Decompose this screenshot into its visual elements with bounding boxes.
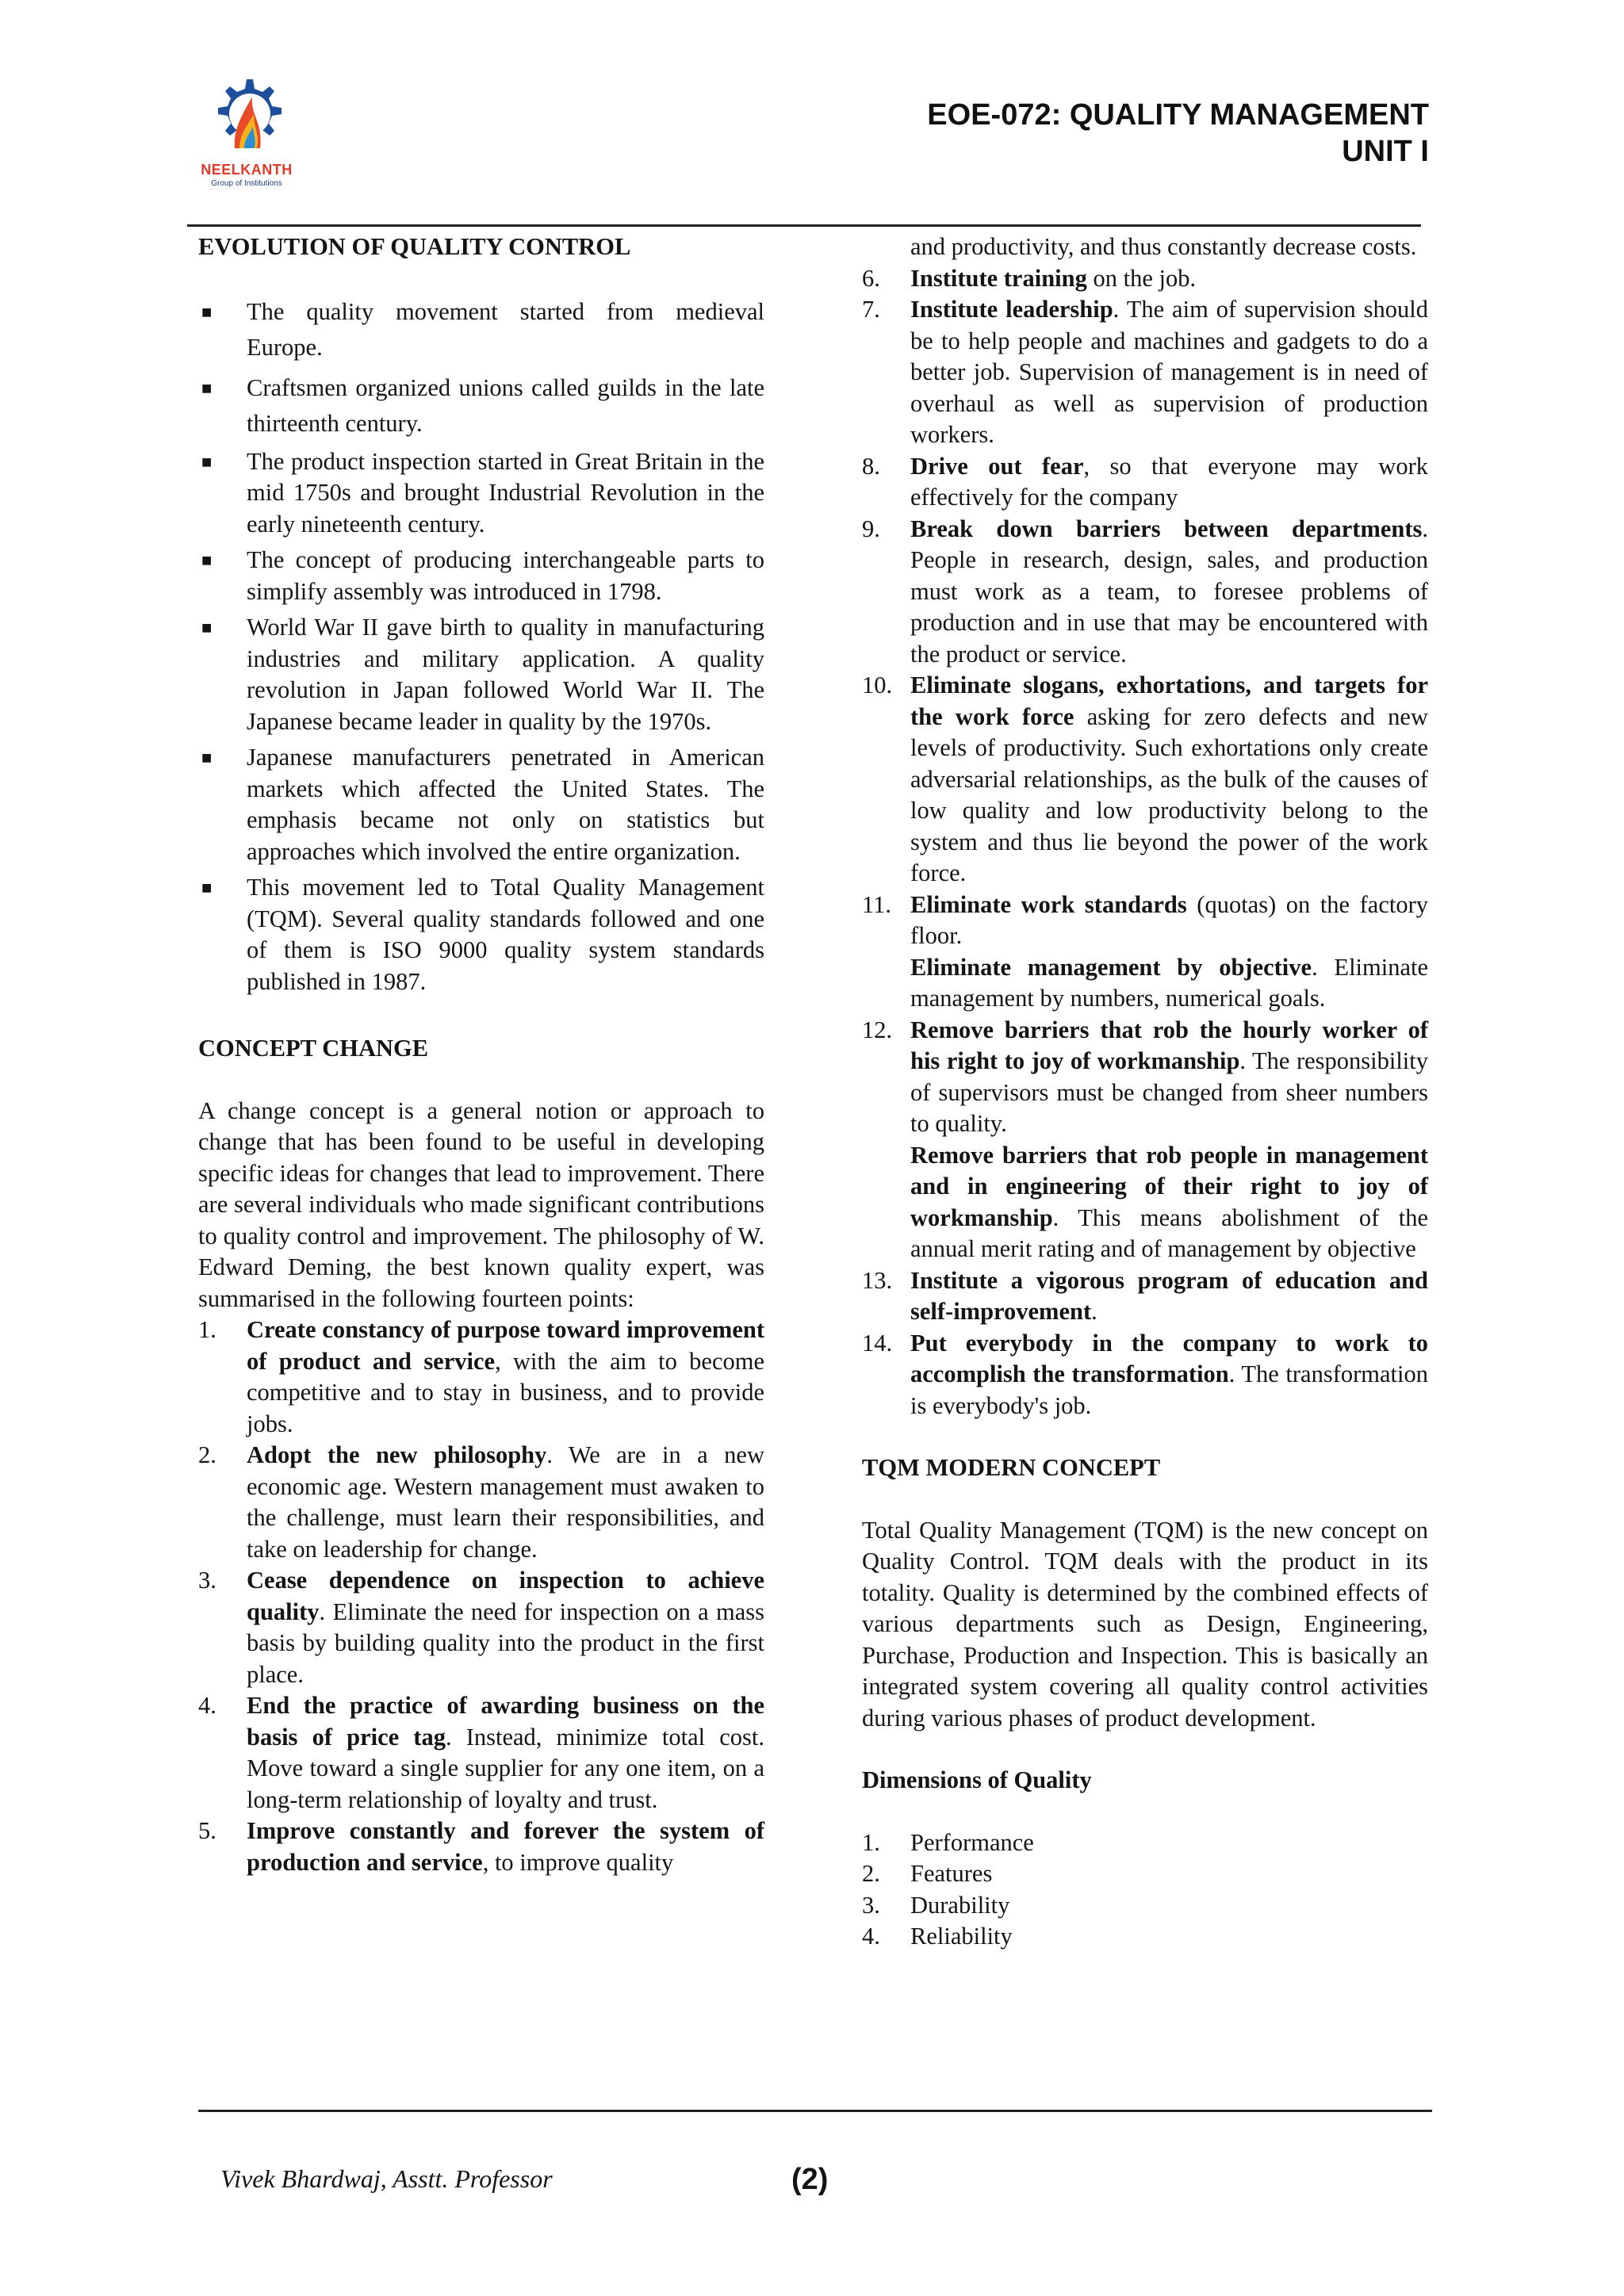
list-item: 13. Institute a vigorous program of education and self-improvement. bbox=[862, 1266, 1428, 1325]
logo-name: NEELKANTH bbox=[201, 162, 293, 178]
list-item: 2. Features bbox=[862, 1860, 993, 1887]
page-header bbox=[927, 97, 1429, 170]
bullet-icon: ■ bbox=[201, 301, 213, 322]
logo-subtitle: Group of Institutions bbox=[211, 179, 282, 188]
list-item: 10. Eliminate slogans, exhortations, and targets for the work force asking for zero defects and new levels of productivity. Such exhortations only create adversarial relationships, as the bulk of the causes of low quality and low productivity belong to the system and thus lie beyond the power of the work force. bbox=[862, 672, 1428, 886]
list-item: 5. Improve constantly and forever the system of production and service, to improve quality bbox=[198, 1817, 764, 1876]
bullet-icon: ■ bbox=[201, 550, 213, 570]
footer-divider bbox=[198, 2110, 1432, 2112]
list-item: 11. Eliminate work standards (quotas) on the factory floor. bbox=[862, 890, 1428, 949]
list-item: 1. Performance bbox=[862, 1828, 1034, 1856]
deming-points-list-part2 bbox=[862, 232, 1428, 1422]
list-item: 1. Create constancy of purpose toward improvement of product and service, with the aim to become competitive and to stay in business, and to provide jobs. bbox=[198, 1316, 764, 1437]
list-item: 8. Drive out fear, so that everyone may work effectively for the company bbox=[862, 452, 1428, 511]
tqm-body: Total Quality Management (TQM) is the new concept on Quality Control. TQM deals with the product in its totality. Quality is determined by the combined effects of various departments such as Design, Engineering, Purchase, Production and Inspection. This is basically an integrated system covering all quality control activities during various phases of product development. bbox=[862, 1516, 1428, 1732]
list-item: 14. Put everybody in the company to work to accomplish the transformation. The transformation is everybody's job. bbox=[862, 1329, 1428, 1419]
deming-points-list-part1 bbox=[198, 1314, 764, 1878]
section-heading-evolution: EVOLUTION OF QUALITY CONTROL bbox=[198, 233, 631, 260]
list-item: 3. Cease dependence on inspection to achieve quality. Eliminate the need for inspection on a mass basis by building quality into the product in the first place. bbox=[198, 1567, 764, 1688]
list-item: 9. Break down barriers between departments. People in research, design, sales, and production must work as a team, to foresee problems of production and in use that may be encountered with the product or service. bbox=[862, 515, 1428, 668]
right-column bbox=[862, 232, 1428, 1953]
bullet-icon: ■ bbox=[201, 377, 213, 398]
list-item-sub: Eliminate management by objective. Eliminate management by numbers, numerical goals. bbox=[910, 953, 1429, 1012]
list-item-continued: and productivity, and thus constantly decrease costs. bbox=[910, 233, 1417, 260]
list-item: 3. Durability bbox=[862, 1891, 1010, 1919]
list-item: 7. Institute leadership. The aim of supervision should be to help people and machines and gadgets to do a better job. Supervision of management is in need of overhaul as well as supervision of production workers. bbox=[862, 296, 1429, 448]
evolution-list bbox=[198, 294, 764, 998]
header-divider bbox=[187, 224, 1421, 227]
concept-change-intro: A change concept is a general notion or approach to change that has been found to be useful in developing specific ideas for changes that lead to improvement. There are several individuals who made significant contributions to quality control and improvement. The philosophy of W. Edward Deming, the best known quality expert, was summarised in the following fourteen points: bbox=[198, 1096, 764, 1312]
institution-logo bbox=[187, 73, 306, 192]
list-item: ■ The quality movement started from medieval Europe. bbox=[198, 294, 764, 365]
unit-title: UNIT I bbox=[1342, 135, 1429, 168]
list-item: ■ World War II gave birth to quality in manufacturing industries and military application. A quality revolution in Japan followed World War II. The Japanese became leader in quality by the 1970s. bbox=[201, 614, 764, 735]
gear-flame-icon bbox=[187, 73, 306, 160]
left-column bbox=[198, 232, 764, 1878]
bullet-icon: ■ bbox=[201, 618, 213, 637]
section-heading-tqm: TQM MODERN CONCEPT bbox=[862, 1454, 1161, 1481]
course-title: EOE-072: QUALITY MANAGEMENT bbox=[927, 98, 1429, 132]
section-heading-dimensions: Dimensions of Quality bbox=[862, 1766, 1092, 1793]
list-item: ■ Japanese manufacturers penetrated in American markets which affected the United States. The emphasis became not only on statistics but approaches which involved the entire organization. bbox=[201, 744, 764, 865]
dimensions-list bbox=[862, 1827, 1428, 1953]
list-item: 4. Reliability bbox=[862, 1923, 1013, 1950]
footer-author: Vivek Bhardwaj, Asstt. Professor bbox=[220, 2164, 553, 2193]
list-item: ■ Craftsmen organized unions called guilds in the late thirteenth century. bbox=[198, 370, 764, 442]
list-item: 6. Institute training on the job. bbox=[862, 264, 1197, 292]
bullet-icon: ■ bbox=[201, 451, 213, 472]
list-item: ■ The concept of producing interchangeable parts to simplify assembly was introduced in 1798. bbox=[201, 546, 764, 605]
list-item: ■ The product inspection started in Great Britain in the mid 1750s and brought Industrial Revolution in the early nineteenth century. bbox=[201, 447, 764, 538]
bullet-icon: ■ bbox=[201, 748, 213, 767]
list-item: 4. End the practice of awarding business on the basis of price tag. Instead, minimize total cost. Move toward a single supplier for any one item, on a long-term relationship of loyalty and trust. bbox=[198, 1692, 764, 1813]
list-item: 12. Remove barriers that rob the hourly worker of his right to joy of workmanship. The responsibility of supervisors must be changed from sheer numbers to quality. bbox=[862, 1016, 1429, 1137]
list-item: ■ This movement led to Total Quality Management (TQM). Several quality standards followed and one of them is ISO 9000 quality system standards published in 1987. bbox=[201, 874, 764, 995]
page-number: (2) bbox=[791, 2163, 829, 2196]
bullet-icon: ■ bbox=[201, 878, 213, 897]
list-item-sub: Remove barriers that rob people in management and in engineering of their right to joy of workmanship. This means abolishment of the annual merit rating and of management by objective bbox=[910, 1141, 1428, 1262]
list-item: 2. Adopt the new philosophy. We are in a new economic age. Western management must awaken to the challenge, must learn their responsibilities, and take on leadership for change. bbox=[198, 1441, 764, 1563]
section-heading-concept-change: CONCEPT CHANGE bbox=[198, 1035, 429, 1062]
